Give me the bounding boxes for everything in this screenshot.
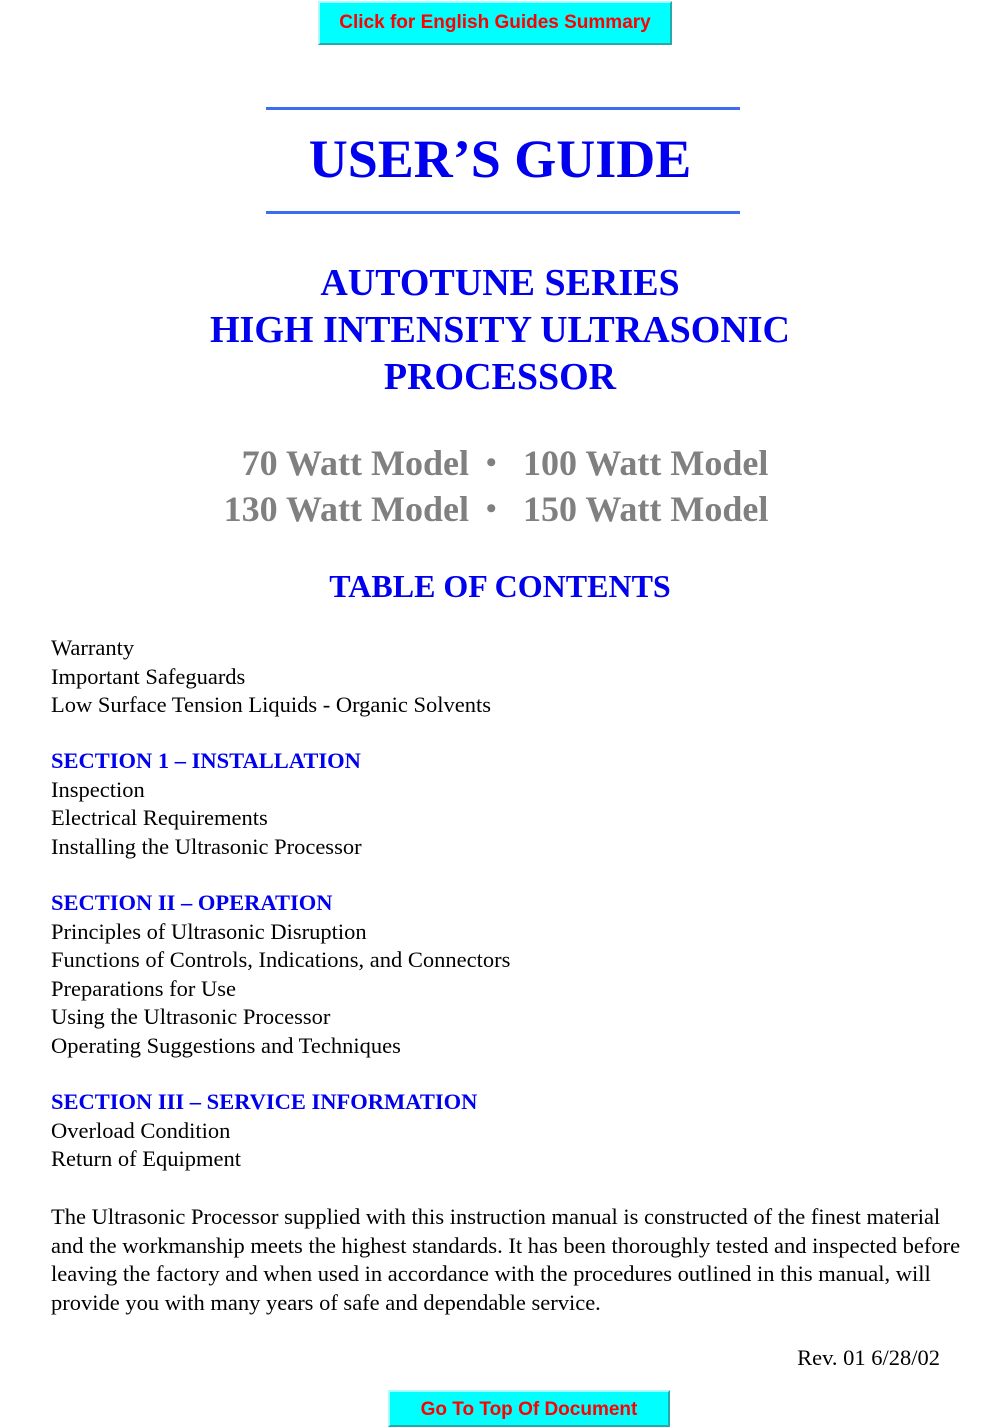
toc-intro-list — [51, 634, 491, 720]
toc-item: Warranty — [51, 635, 135, 660]
toc-item: Installing the Ultrasonic Processor — [51, 833, 362, 859]
revision-label: Rev. 01 6/28/02 — [797, 1345, 940, 1370]
toc-item: Return of Equipment — [51, 1146, 241, 1171]
page-title: USER’S GUIDE — [308, 129, 692, 189]
toc-item: Functions of Controls, Indications, and Connectors — [51, 947, 511, 972]
title-top-rule — [266, 107, 740, 110]
go-to-top-button[interactable]: Go To Top Of Document — [388, 1390, 670, 1427]
subtitle-line-1: AUTOTUNE SERIES — [320, 262, 680, 304]
model-100w: 100 Watt Model — [523, 443, 769, 483]
title-bottom-rule — [266, 211, 740, 214]
toc-item: Low Surface Tension Liquids - Organic Solvents — [51, 692, 492, 717]
toc-item: Principles of Ultrasonic Disruption — [51, 918, 367, 944]
toc-section-1 — [51, 747, 362, 861]
section-heading: SECTION II – OPERATION — [51, 890, 333, 915]
toc-item: Operating Suggestions and Techniques — [51, 1032, 401, 1058]
intro-paragraph: The Ultrasonic Processor supplied with this instruction manual is constructed of the finest material and the workmanship meets the highest standards. It has been thoroughly tested and inspected before leaving the factory and when used in accordance with the procedures outlined in this manual, will provide you with many years of safe and dependable service. — [51, 1204, 961, 1315]
model-70w: 70 Watt Model — [241, 443, 469, 483]
bullet-1: • — [486, 446, 497, 479]
section-heading: SECTION III – SERVICE INFORMATION — [51, 1089, 478, 1114]
english-guides-summary-button[interactable]: Click for English Guides Summary — [318, 1, 672, 45]
toc-item: Overload Condition — [51, 1117, 231, 1143]
toc-item: Important Safeguards — [51, 663, 246, 689]
toc-item: Electrical Requirements — [51, 805, 268, 830]
toc-item: Inspection — [51, 776, 145, 802]
bullet-2: • — [486, 492, 497, 525]
toc-item: Using the Ultrasonic Processor — [51, 1004, 331, 1029]
toc-section-3 — [51, 1088, 477, 1174]
toc-section-2 — [51, 889, 510, 1060]
subtitle-line-3: PROCESSOR — [383, 356, 617, 398]
subtitle-line-2: HIGH INTENSITY ULTRASONIC — [209, 309, 791, 351]
model-130w: 130 Watt Model — [223, 489, 469, 529]
section-heading: SECTION 1 – INSTALLATION — [51, 748, 361, 773]
model-150w: 150 Watt Model — [523, 489, 769, 529]
toc-item: Preparations for Use — [51, 975, 236, 1001]
toc-title: TABLE OF CONTENTS — [329, 568, 671, 604]
